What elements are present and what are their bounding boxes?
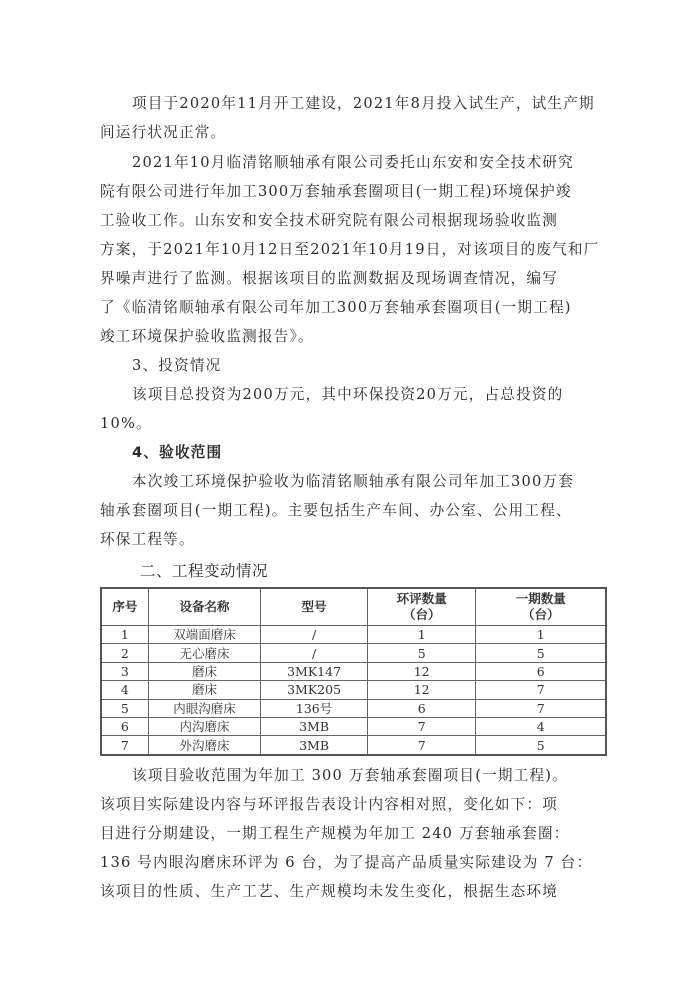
- cell: 外沟磨床: [148, 736, 260, 755]
- paragraph-line: 136 号内眼沟磨床环评为 6 台，为了提高产品质量实际建设为 7 台：: [100, 854, 593, 871]
- cell: 7: [101, 736, 148, 755]
- paragraph-line: 10%。: [100, 415, 152, 432]
- cell: 5: [476, 736, 606, 755]
- cell: 3MB: [261, 717, 368, 735]
- cell: 双端面磨床: [148, 626, 260, 644]
- paragraph-line: 环保工程等。: [100, 531, 195, 548]
- paragraph-line: 该项目验收范围为年加工 300 万套轴承套圈项目(一期工程)。: [132, 767, 568, 784]
- table-row: [101, 736, 606, 755]
- cell: 4: [101, 681, 148, 699]
- paragraph-line: 方案，于2021年10月12日至2021年10月19日，对该项目的废气和厂: [100, 241, 600, 258]
- header-cell: 一期数量 （台）: [476, 588, 606, 626]
- cell: 2: [101, 644, 148, 662]
- paragraph-line: 本次竣工环境保护验收为临清铭顺轴承有限公司年加工300万套: [132, 473, 575, 490]
- cell: 磨床: [148, 681, 260, 699]
- cell: 7: [367, 717, 476, 735]
- cell: 136号: [261, 699, 368, 717]
- cell: 7: [367, 736, 476, 755]
- cell: 6: [476, 662, 606, 680]
- paragraph-line: 间运行状况正常。: [100, 124, 227, 141]
- table-row: [101, 699, 606, 717]
- cell: 6: [101, 717, 148, 735]
- table-row: [101, 662, 606, 680]
- cell: 4: [476, 717, 606, 735]
- paragraph-line: 院有限公司进行年加工300万套轴承套圈项目(一期工程)环境保护竣: [100, 183, 572, 200]
- cell: 磨床: [148, 662, 260, 680]
- cell: 5: [367, 644, 476, 662]
- paragraph-line: 该项目的性质、生产工艺、生产规模均未发生变化，根据生态环境: [100, 883, 559, 900]
- section-heading: 4、验收范围: [132, 444, 223, 461]
- header-cell: 型号: [261, 588, 368, 626]
- cell: 12: [367, 681, 476, 699]
- cell: 12: [367, 662, 476, 680]
- cell: /: [261, 626, 368, 644]
- header-cell: 序号: [101, 588, 148, 626]
- paragraph-line: 竣工环境保护验收监测报告》。: [100, 328, 314, 345]
- cell: 7: [476, 699, 606, 717]
- cell: 3MK205: [261, 681, 368, 699]
- table-row: [101, 626, 606, 644]
- section-heading: 3、投资情况: [132, 357, 222, 374]
- section-heading: 二、工程变动情况: [140, 562, 269, 580]
- paragraph-line: 了《临清铭顺轴承有限公司年加工300万套轴承套圈项目(一期工程): [100, 299, 572, 316]
- paragraph-line: 界噪声进行了监测。根据该项目的监测数据及现场调查情况，编写: [100, 270, 559, 287]
- cell: 5: [101, 699, 148, 717]
- cell: 内沟磨床: [148, 717, 260, 735]
- cell: 6: [367, 699, 476, 717]
- paragraph-line: 该项目实际建设内容与环评报告表设计内容相对照，变化如下：项: [100, 796, 559, 813]
- cell: 5: [476, 644, 606, 662]
- cell: 3MK147: [261, 662, 368, 680]
- paragraph-line: 工验收工作。山东安和安全技术研究院有限公司根据现场验收监测: [100, 212, 559, 229]
- cell: 1: [367, 626, 476, 644]
- cell: 1: [101, 626, 148, 644]
- cell: 7: [476, 681, 606, 699]
- cell: 内眼沟磨床: [148, 699, 260, 717]
- paragraph-line: 项目于2020年11月开工建设，2021年8月投入试生产，试生产期: [132, 95, 595, 112]
- table-row: [101, 681, 606, 699]
- cell: 1: [476, 626, 606, 644]
- paragraph-line: 该项目总投资为200万元，其中环保投资20万元，占总投资的: [132, 386, 564, 403]
- table-row: [101, 717, 606, 735]
- cell: 3MB: [261, 736, 368, 755]
- equipment-table: [100, 587, 607, 756]
- cell: /: [261, 644, 368, 662]
- cell: 无心磨床: [148, 644, 260, 662]
- paragraph-line: 轴承套圈项目(一期工程)。主要包括生产车间、办公室、公用工程、: [100, 502, 572, 519]
- cell: 3: [101, 662, 148, 680]
- paragraph-line: 2021年10月临清铭顺轴承有限公司委托山东安和安全技术研究: [132, 154, 574, 171]
- table-row: [101, 644, 606, 662]
- table-header-row: [101, 588, 606, 626]
- paragraph-line: 目进行分期建设，一期工程生产规模为年加工 240 万套轴承套圈：: [100, 825, 570, 842]
- header-cell: 环评数量 （台）: [367, 588, 476, 626]
- header-cell: 设备名称: [148, 588, 260, 626]
